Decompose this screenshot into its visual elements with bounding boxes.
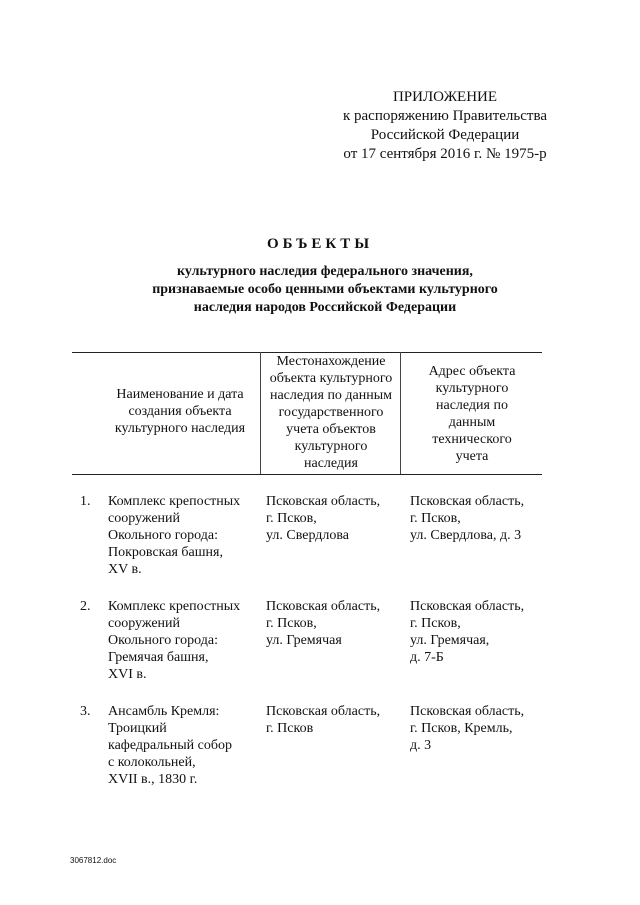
- object-location: [266, 598, 406, 649]
- header-name: [100, 386, 260, 437]
- cell-line: д. 3: [410, 738, 432, 753]
- header-line: культурного: [435, 381, 509, 396]
- object-location: [266, 493, 406, 544]
- object-location: [266, 703, 406, 737]
- table-column-divider: [260, 352, 261, 474]
- appendix-line: Российской Федерации: [370, 127, 520, 143]
- cell-line: Гремячая башня,: [108, 650, 209, 665]
- header-location: [262, 353, 400, 472]
- header-line: данным: [448, 415, 496, 430]
- document-subtitle: [100, 263, 550, 317]
- header-address: [402, 363, 542, 465]
- header-line: Наименование и дата: [116, 387, 244, 402]
- header-line: культурного наследия: [114, 421, 246, 436]
- cell-line: Псковская область,: [410, 494, 525, 509]
- subtitle-line: наследия народов Российской Федерации: [193, 300, 457, 315]
- cell-line: Окольного города:: [108, 633, 218, 648]
- cell-line: Псковская область,: [266, 494, 381, 509]
- row-number: 2.: [80, 599, 91, 614]
- object-address: [410, 493, 570, 544]
- cell-line: сооружений: [108, 511, 181, 526]
- cell-line: г. Псков,: [266, 511, 317, 526]
- cell-line: XV в.: [108, 562, 142, 577]
- cell-line: г. Псков, Кремль,: [410, 721, 513, 736]
- cell-line: Комплекс крепостных: [108, 599, 241, 614]
- table-column-divider: [400, 352, 401, 474]
- cell-line: ул. Свердлова: [266, 528, 350, 543]
- cell-line: ул. Гремячая: [266, 633, 342, 648]
- cell-line: Комплекс крепостных: [108, 494, 241, 509]
- object-name: [108, 493, 258, 578]
- header-line: культурного: [294, 439, 368, 454]
- object-address: [410, 703, 570, 754]
- cell-line: XVII в., 1830 г.: [108, 772, 198, 787]
- cell-line: г. Псков,: [410, 616, 461, 631]
- object-name: [108, 598, 258, 683]
- header-line: создания объекта: [128, 404, 232, 419]
- row-number: 1.: [80, 494, 91, 509]
- cell-line: XVI в.: [108, 667, 147, 682]
- table-header-rule: [72, 474, 542, 475]
- header-line: наследия по: [436, 398, 508, 413]
- cell-line: сооружений: [108, 616, 181, 631]
- cell-line: г. Псков: [266, 721, 314, 736]
- header-line: наследия: [304, 456, 358, 471]
- appendix-header: [300, 88, 590, 164]
- appendix-title: ПРИЛОЖЕНИЕ: [392, 89, 498, 105]
- cell-line: Псковская область,: [410, 599, 525, 614]
- header-line: учета объектов: [286, 422, 376, 437]
- row-number: 3.: [80, 704, 91, 719]
- document-id: 3067812.doc: [70, 856, 117, 865]
- subtitle-line: культурного наследия федерального значения,: [177, 264, 473, 279]
- header-line: Адрес объекта: [428, 364, 516, 379]
- header-line: учета: [455, 449, 489, 464]
- cell-line: ул. Свердлова, д. 3: [410, 528, 522, 543]
- cell-line: ул. Гремячая,: [410, 633, 490, 648]
- appendix-line: к распоряжению Правительства: [342, 108, 547, 124]
- cell-line: Ансамбль Кремля:: [108, 704, 220, 719]
- header-line: технического: [432, 432, 512, 447]
- appendix-date: от 17 сентября 2016 г. № 1975-р: [343, 146, 547, 162]
- cell-line: д. 7-Б: [410, 650, 444, 665]
- header-line: наследия по данным: [269, 388, 393, 403]
- cell-line: Окольного города:: [108, 528, 218, 543]
- document-title: ОБЪЕКТЫ: [266, 236, 374, 252]
- object-address: [410, 598, 570, 666]
- subtitle-line: признаваемые особо ценными объектами культурного: [152, 282, 498, 297]
- cell-line: Псковская область,: [410, 704, 525, 719]
- cell-line: г. Псков,: [266, 616, 317, 631]
- cell-line: Псковская область,: [266, 704, 381, 719]
- cell-line: г. Псков,: [410, 511, 461, 526]
- cell-line: Псковская область,: [266, 599, 381, 614]
- cell-line: кафедральный собор: [108, 738, 232, 753]
- header-line: государственного: [278, 405, 384, 420]
- cell-line: с колокольней,: [108, 755, 196, 770]
- object-name: [108, 703, 258, 788]
- header-line: Местонахождение: [276, 354, 386, 369]
- header-line: объекта культурного: [269, 371, 393, 386]
- cell-line: Троицкий: [108, 721, 167, 736]
- cell-line: Покровская башня,: [108, 545, 223, 560]
